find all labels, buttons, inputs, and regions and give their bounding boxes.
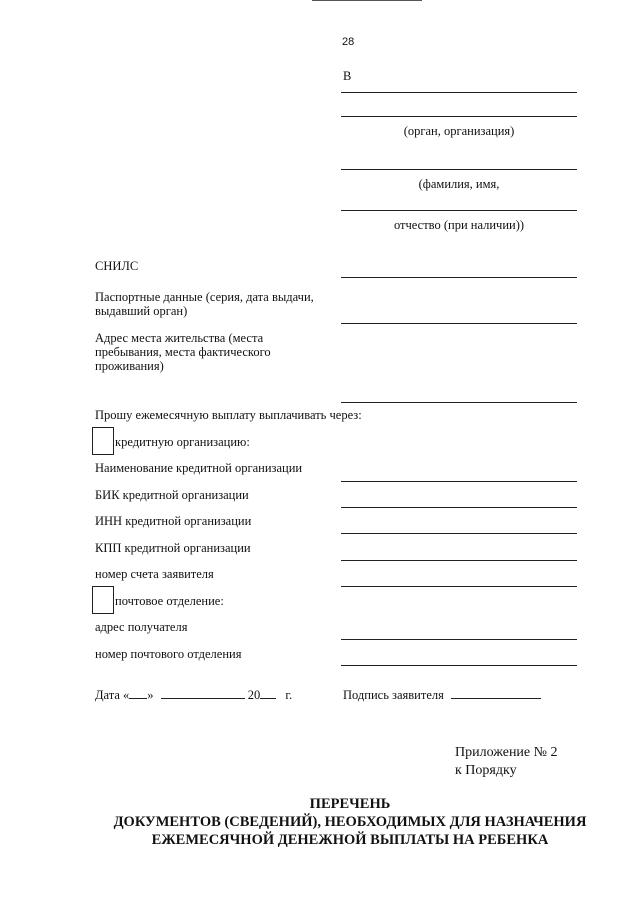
- name-line-1[interactable]: [341, 169, 577, 170]
- bank-name-label: Наименование кредитной организации: [95, 461, 303, 475]
- kpp-label: КПП кредитной организации: [95, 541, 251, 555]
- date-suffix: г.: [285, 688, 293, 702]
- date-year-prefix: 20: [247, 688, 261, 702]
- kpp-field[interactable]: [341, 560, 577, 561]
- recipient-address-field[interactable]: [341, 639, 577, 640]
- post-office-option-label: почтовое отделение:: [115, 594, 224, 608]
- passport-field[interactable]: [341, 323, 577, 324]
- inn-field[interactable]: [341, 533, 577, 534]
- appendix-line-1: Приложение № 2: [455, 745, 558, 760]
- name-caption-1: (фамилия, имя,: [418, 177, 500, 191]
- bik-field[interactable]: [341, 507, 577, 508]
- date-prefix: Дата «: [95, 688, 130, 702]
- date-mid: »: [147, 688, 154, 702]
- signature-label: Подпись заявителя: [343, 688, 444, 702]
- snils-label: СНИЛС: [95, 259, 139, 273]
- name-line-2[interactable]: [341, 210, 577, 211]
- scan-top-mark: [312, 0, 422, 1]
- snils-field[interactable]: [341, 277, 577, 278]
- recipient-address-label: адрес получателя: [95, 620, 188, 634]
- signature-field[interactable]: [451, 687, 541, 699]
- date-row: [95, 687, 292, 703]
- post-office-number-label: номер почтового отделения: [95, 647, 242, 661]
- bik-label: БИК кредитной организации: [95, 488, 249, 502]
- passport-label-2: выдавший орган): [95, 304, 188, 318]
- address-label-3: проживания): [95, 359, 164, 373]
- date-month-field[interactable]: [161, 687, 245, 699]
- address-label-1: Адрес места жительства (места: [95, 331, 264, 345]
- signature-row: [343, 687, 541, 703]
- inn-label: ИНН кредитной организации: [95, 514, 252, 528]
- credit-org-option-label: кредитную организацию:: [115, 435, 250, 449]
- credit-org-checkbox[interactable]: [92, 427, 114, 455]
- list-title-line-3: ЕЖЕМЕСЯЧНОЙ ДЕНЕЖНОЙ ВЫПЛАТЫ НА РЕБЕНКА: [151, 832, 549, 848]
- address-label-2: пребывания, места фактического: [95, 345, 271, 359]
- passport-label-1: Паспортные данные (серия, дата выдачи,: [95, 290, 314, 304]
- list-title-line-2: ДОКУМЕНТОВ (СВЕДЕНИЙ), НЕОБХОДИМЫХ ДЛЯ НАЗНАЧЕНИЯ: [113, 814, 587, 830]
- appendix-line-2: к Порядку: [455, 763, 517, 778]
- page-number: 28: [342, 36, 355, 48]
- addressee-line-2[interactable]: [341, 116, 577, 117]
- payment-request-text: Прошу ежемесячную выплату выплачивать через:: [95, 408, 362, 422]
- account-label: номер счета заявителя: [95, 567, 214, 581]
- account-field[interactable]: [341, 586, 577, 587]
- date-year-field[interactable]: [260, 687, 276, 699]
- bank-name-field[interactable]: [341, 481, 577, 482]
- date-day-field[interactable]: [129, 687, 147, 699]
- list-title-line-1: ПЕРЕЧЕНЬ: [309, 796, 391, 812]
- name-caption-2: отчество (при наличии)): [393, 218, 525, 232]
- addressee-line-1[interactable]: [341, 92, 577, 93]
- to-prefix: В: [343, 69, 352, 83]
- address-field[interactable]: [341, 402, 577, 403]
- org-caption: (орган, организация): [403, 124, 515, 138]
- post-office-checkbox[interactable]: [92, 586, 114, 614]
- post-office-number-field[interactable]: [341, 665, 577, 666]
